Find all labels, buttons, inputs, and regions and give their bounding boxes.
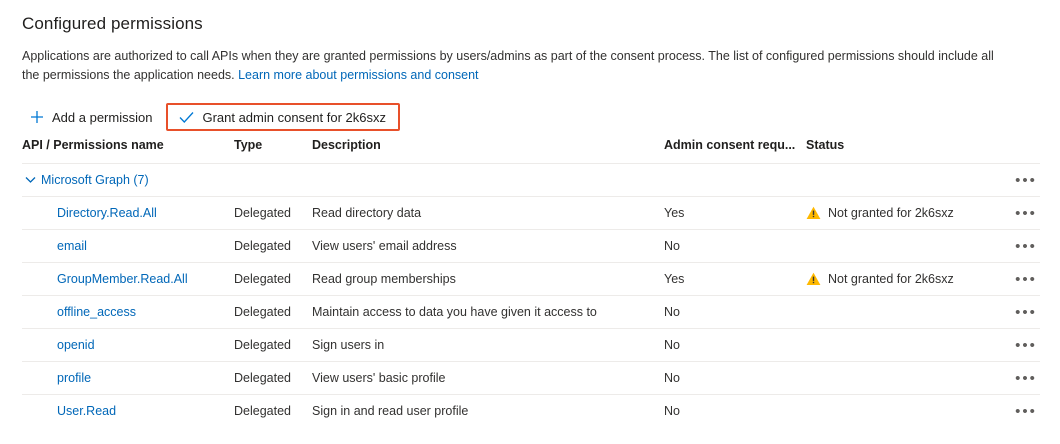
cell-admin-consent: No [664,362,806,395]
permission-name-link[interactable]: Directory.Read.All [57,206,157,220]
cell-status [806,362,1006,395]
row-context-menu-button[interactable]: ••• [1015,237,1037,255]
table-header-row [22,138,1040,164]
grant-admin-consent-highlight [166,103,400,131]
column-header-status: Status [806,138,1006,164]
cell-description: Read group memberships [312,263,664,296]
cell-status [806,329,1006,362]
description-text: Applications are authorized to call APIs when they are granted permissions by users/admins as part of the consent process. The list of configured permissions should include all the permissions the application needs. [22,49,994,82]
cell-menu [1006,230,1040,263]
cell-description: View users' email address [312,230,664,263]
cell-description: Read directory data [312,197,664,230]
cell-description: View users' basic profile [312,362,664,395]
cell-status [806,197,1006,230]
cell-permission-name [22,230,234,263]
grant-admin-consent-button[interactable] [170,101,394,133]
cell-menu [1006,197,1040,230]
plus-icon [28,110,45,124]
cell-menu [1006,296,1040,329]
table-row[interactable] [22,362,1040,395]
add-permission-label: Add a permission [52,109,153,125]
cell-type: Delegated [234,362,312,395]
cell-admin-consent: No [664,395,806,428]
permission-name-link[interactable]: email [57,239,87,253]
chevron-down-icon[interactable] [22,172,38,188]
table-row[interactable] [22,395,1040,428]
permission-name-link[interactable]: openid [57,338,95,352]
table-row[interactable] [22,197,1040,230]
table-row[interactable] [22,263,1040,296]
checkmark-icon [178,111,195,124]
column-header-menu [1006,138,1040,164]
column-header-type: Type [234,138,312,164]
table-row[interactable] [22,230,1040,263]
cell-type: Delegated [234,395,312,428]
group-cell [22,164,1006,197]
cell-status [806,296,1006,329]
row-context-menu-button[interactable]: ••• [1015,204,1037,222]
cell-permission-name [22,197,234,230]
status-text: Not granted for 2k6sxz [828,272,954,286]
add-permission-button[interactable] [20,101,160,133]
cell-menu [1006,263,1040,296]
cell-type: Delegated [234,296,312,329]
group-label-microsoft-graph[interactable]: Microsoft Graph (7) [41,173,149,187]
warning-icon [806,272,821,286]
cell-menu [1006,329,1040,362]
row-context-menu-button[interactable]: ••• [1015,303,1037,321]
cell-status [806,395,1006,428]
cell-permission-name [22,263,234,296]
cell-permission-name [22,296,234,329]
cell-permission-name [22,329,234,362]
table-row[interactable] [22,296,1040,329]
permissions-table [22,138,1040,427]
cell-status [806,230,1006,263]
cell-menu [1006,362,1040,395]
cell-type: Delegated [234,230,312,263]
row-context-menu-button[interactable]: ••• [1015,369,1037,387]
warning-icon [806,206,821,220]
page-title: Configured permissions [22,14,203,33]
command-bar [20,101,400,133]
column-header-description: Description [312,138,664,164]
cell-admin-consent: No [664,230,806,263]
cell-description: Sign in and read user profile [312,395,664,428]
permission-name-link[interactable]: profile [57,371,92,385]
column-header-admin-consent: Admin consent requ... [664,138,806,164]
permission-name-link[interactable]: GroupMember.Read.All [57,272,188,286]
cell-permission-name [22,395,234,428]
cell-type: Delegated [234,329,312,362]
group-row-menu-cell [1006,164,1040,197]
cell-permission-name [22,362,234,395]
cell-menu [1006,395,1040,428]
cell-admin-consent: Yes [664,197,806,230]
row-context-menu-button[interactable]: ••• [1015,336,1037,354]
cell-type: Delegated [234,197,312,230]
row-context-menu-button[interactable]: ••• [1015,402,1037,420]
grant-admin-consent-label: Grant admin consent for 2k6sxz [202,109,386,125]
status-text: Not granted for 2k6sxz [828,206,954,220]
permission-name-link[interactable]: User.Read [57,404,117,418]
learn-more-link[interactable]: Learn more about permissions and consent [238,68,479,82]
permission-name-link[interactable]: offline_access [57,305,136,319]
cell-admin-consent: No [664,329,806,362]
table-row[interactable] [22,329,1040,362]
table-group-row-microsoft-graph[interactable] [22,164,1040,197]
cell-description: Maintain access to data you have given it access to [312,296,664,329]
cell-admin-consent: Yes [664,263,806,296]
cell-description: Sign users in [312,329,664,362]
cell-admin-consent: No [664,296,806,329]
cell-type: Delegated [234,263,312,296]
cell-status [806,263,1006,296]
section-description [22,47,1012,85]
row-context-menu-button[interactable]: ••• [1015,270,1037,288]
row-context-menu-button[interactable]: ••• [1015,171,1037,189]
column-header-name: API / Permissions name [22,138,234,164]
